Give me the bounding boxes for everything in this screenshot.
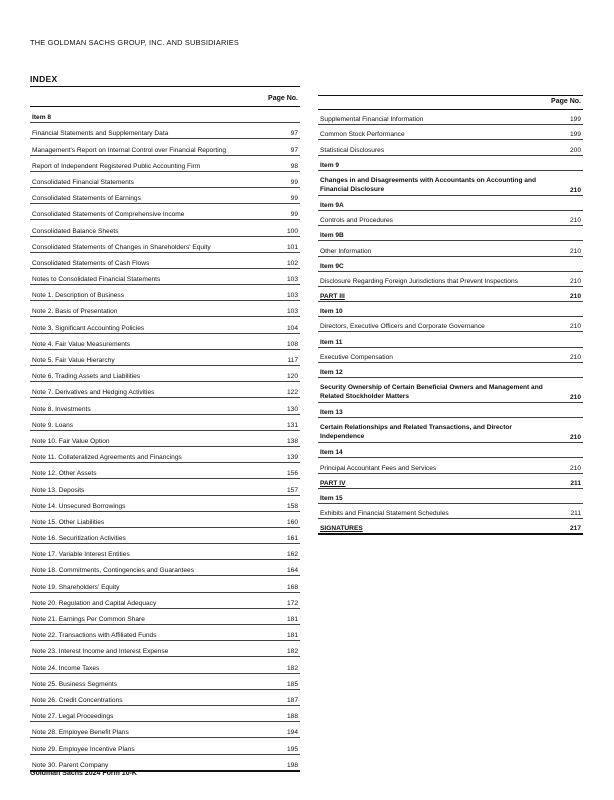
index-row-label: Note 17. Variable Interest Entities <box>32 551 130 559</box>
index-row-page: 210 <box>569 217 581 225</box>
index-row-page: 100 <box>286 227 298 235</box>
index-row-label: Note 14. Unsecured Borrowings <box>32 502 126 510</box>
index-row-page: 211 <box>570 479 581 487</box>
index-row <box>30 382 300 398</box>
index-row-label: Note 22. Transactions with Affiliated Funds <box>32 632 157 640</box>
index-row-label: Note 13. Deposits <box>32 486 85 494</box>
index-row-label: Note 20. Regulation and Capital Adequacy <box>32 599 157 607</box>
index-row-page: 164 <box>286 567 298 575</box>
index-row <box>30 156 300 172</box>
index-row-page: 103 <box>286 276 298 284</box>
index-row-page: 99 <box>290 211 298 219</box>
index-row-page: 120 <box>286 373 298 381</box>
index-row-label: Item 13 <box>320 409 343 417</box>
index-row <box>318 140 583 155</box>
index-row-page: 210 <box>569 434 581 442</box>
index-row <box>30 204 300 220</box>
index-row <box>30 463 300 479</box>
index-row-label: Consolidated Statements of Earnings <box>32 195 141 203</box>
index-row-label: Item 12 <box>320 369 343 376</box>
index-row-label: Consolidated Statements of Comprehensive Income <box>32 211 185 219</box>
index-row <box>30 593 300 609</box>
index-row-label: Consolidated Balance Sheets <box>32 227 119 235</box>
index-row <box>30 641 300 657</box>
index-row-page: 161 <box>286 535 298 543</box>
index-row-label: Item 15 <box>320 494 343 502</box>
index-row-page <box>557 209 583 210</box>
index-row <box>318 504 583 519</box>
index-row <box>30 253 300 269</box>
index-row-page: 195 <box>286 745 298 753</box>
right-rows <box>318 110 583 535</box>
index-row-label: Consolidated Statements of Cash Flows <box>32 259 150 267</box>
index-row-page: 139 <box>286 454 298 462</box>
index-row-page: 157 <box>286 486 298 494</box>
index-row <box>30 220 300 236</box>
index-row-label: Note 3. Significant Accounting Policies <box>32 324 145 332</box>
index-row-label: Note 5. Fair Value Hierarchy <box>32 357 115 364</box>
index-row <box>30 237 300 253</box>
index-row-page: 188 <box>286 713 298 721</box>
page-no-header <box>30 95 300 107</box>
index-row <box>318 226 583 241</box>
index-row-page: 156 <box>286 470 298 478</box>
page-no-label: Page No. <box>551 98 581 105</box>
index-row-page <box>557 346 583 347</box>
index-row-label: Management's Report on Internal Control over Financial Reporting <box>32 146 227 154</box>
index-row-label: Changes in and Disagreements with Accountants on Accounting and Financial Disclosure <box>320 176 537 193</box>
index-row-page: 210 <box>569 394 581 401</box>
index-row <box>318 474 583 489</box>
index-row-label: PART IV <box>320 479 346 487</box>
index-row <box>318 519 583 535</box>
index-row-page: 200 <box>569 146 581 154</box>
index-row-label: Executive Compensation <box>320 353 393 361</box>
index-row-page: 103 <box>286 308 298 316</box>
page-footer: Goldman Sachs 2024 Form 10-K <box>30 770 137 777</box>
index-row-page: 104 <box>286 324 298 332</box>
index-row <box>30 123 300 139</box>
index-row-page: 199 <box>569 131 581 139</box>
index-row-label: Note 9. Loans <box>32 421 74 429</box>
index-row <box>30 447 300 463</box>
index-row <box>30 738 300 754</box>
index-row-page: 99 <box>290 178 298 186</box>
index-row-page: 182 <box>286 648 298 656</box>
index-row-label: Common Stock Performance <box>320 131 405 139</box>
index-row-label: Security Ownership of Certain Beneficial Owners and Management and Related Stockholder Matters <box>320 384 543 400</box>
index-row <box>318 171 583 196</box>
index-row-page: 194 <box>286 729 298 737</box>
index-row-page: 211 <box>570 510 581 518</box>
index-title-rule <box>30 86 300 87</box>
index-row-label: Note 18. Commitments, Contingencies and Guarantees <box>32 567 194 575</box>
index-row <box>318 272 583 287</box>
index-row <box>30 269 300 285</box>
index-row-label: Directors, Executive Officers and Corporate Governance <box>320 323 485 331</box>
index-row-label: Note 15. Other Liabilities <box>32 518 105 526</box>
index-row <box>30 479 300 495</box>
index-row <box>30 722 300 738</box>
index-row-label: Note 19. Shareholders' Equity <box>32 583 120 591</box>
index-row-page: 172 <box>286 599 298 607</box>
index-row-page <box>557 315 583 316</box>
index-row <box>30 366 300 382</box>
index-row <box>318 317 583 332</box>
index-row-label: SIGNATURES <box>320 525 363 533</box>
index-row <box>30 317 300 333</box>
index-row-page: 210 <box>569 186 581 194</box>
index-row <box>318 241 583 256</box>
index-row-label: Note 8. Investments <box>32 405 91 413</box>
index-row-label: Controls and Procedures <box>320 217 393 225</box>
index-row-label: Note 4. Fair Value Measurements <box>32 340 131 348</box>
index-row <box>318 287 583 302</box>
index-row <box>318 196 583 211</box>
index-row-label: Item 11 <box>320 338 343 346</box>
index-row-page <box>557 169 583 170</box>
index-row <box>30 625 300 641</box>
index-row-label: Note 30. Parent Company <box>32 761 109 769</box>
index-row-page <box>557 239 583 240</box>
index-row-label: Note 26. Credit Concentrations <box>32 696 123 704</box>
index-row-page <box>557 456 583 457</box>
index-row-page: 138 <box>286 437 298 445</box>
index-row <box>30 544 300 560</box>
index-row <box>318 443 583 458</box>
index-row-page: 108 <box>286 340 298 348</box>
index-row-page: 210 <box>569 323 581 331</box>
index-row-page: 130 <box>286 405 298 413</box>
index-row <box>318 403 583 418</box>
index-row-page: 210 <box>569 353 581 361</box>
index-row-page: 210 <box>569 277 581 285</box>
index-row-page: 97 <box>290 146 298 154</box>
index-row <box>30 107 300 123</box>
report-header: THE GOLDMAN SACHS GROUP, INC. AND SUBSIDIARIES <box>30 38 240 47</box>
page-no-header <box>318 95 583 110</box>
index-row-label: Note 25. Business Segments <box>32 680 118 688</box>
index-row-page: 210 <box>569 293 581 301</box>
index-row <box>30 528 300 544</box>
index-row <box>30 415 300 431</box>
index-row-page: 168 <box>286 583 298 591</box>
index-row-label: Financial Statements and Supplementary Data <box>32 130 169 138</box>
index-row-page: 103 <box>286 292 298 300</box>
index-row <box>30 398 300 414</box>
index-row-label: Item 9 <box>320 161 340 169</box>
index-row-page <box>557 502 583 503</box>
index-row-page: 117 <box>287 357 298 364</box>
index-row <box>318 332 583 347</box>
index-row-label: Note 16. Securitization Activities <box>32 535 126 543</box>
index-right-column <box>318 95 583 535</box>
index-row <box>30 431 300 447</box>
index-row-page: 158 <box>286 502 298 510</box>
index-row <box>318 110 583 125</box>
index-row-label: Note 21. Earnings Per Common Share <box>32 616 145 623</box>
index-row <box>30 690 300 706</box>
index-row <box>30 706 300 722</box>
index-row <box>30 496 300 512</box>
index-row <box>30 188 300 204</box>
index-row-label: Note 23. Interest Income and Interest Expense <box>32 648 169 656</box>
index-row <box>30 609 300 625</box>
index-row-label: Report of Independent Registered Public Accounting Firm <box>32 162 201 170</box>
index-row-label: Note 29. Employee Incentive Plans <box>32 745 135 753</box>
index-row-label: Item 9A <box>320 201 344 209</box>
index-row-label: Item 9C <box>320 262 344 270</box>
index-row-label: Note 7. Derivatives and Hedging Activities <box>32 389 155 397</box>
index-left-column <box>30 95 300 772</box>
index-row-page <box>274 121 300 122</box>
index-row-label: Principal Accountant Fees and Services <box>320 464 437 472</box>
index-row-page: 122 <box>286 389 298 397</box>
index-row-label: Note 11. Collateralized Agreements and Financings <box>32 454 182 462</box>
index-row <box>30 576 300 592</box>
index-row-page: 131 <box>286 421 298 429</box>
index-row-page: 187 <box>286 696 298 704</box>
index-row-label: Consolidated Financial Statements <box>32 178 134 186</box>
index-row-label: Note 2. Basis of Presentation <box>32 308 118 316</box>
index-row <box>30 301 300 317</box>
index-row-label: Note 6. Trading Assets and Liabilities <box>32 373 141 381</box>
index-row-page: 160 <box>286 518 298 526</box>
index-row-label: Item 10 <box>320 308 343 316</box>
index-row-label: Other Information <box>320 247 372 255</box>
index-row-page <box>557 270 583 271</box>
index-row-label: PART III <box>320 293 345 301</box>
index-row-label: Supplemental Financial Information <box>320 116 424 124</box>
index-row <box>30 334 300 350</box>
index-row-page: 198 <box>286 761 298 769</box>
index-row-page: 210 <box>569 247 581 255</box>
index-row-label: Item 8 <box>32 114 52 122</box>
index-row-page: 162 <box>286 551 298 559</box>
index-row-page: 101 <box>286 243 298 251</box>
index-row <box>30 350 300 366</box>
index-row-page: 181 <box>286 632 298 640</box>
index-row-label: Exhibits and Financial Statement Schedules <box>320 510 449 518</box>
index-title: INDEX <box>30 74 58 84</box>
index-row-page: 182 <box>286 664 298 672</box>
index-row-label: Disclosure Regarding Foreign Jurisdictions that Prevent Inspections <box>320 277 518 285</box>
index-row-page: 181 <box>286 616 298 623</box>
index-row-page <box>557 416 583 417</box>
index-row-page: 199 <box>569 116 581 124</box>
index-row <box>318 363 583 378</box>
index-row <box>318 302 583 317</box>
left-rows <box>30 107 300 772</box>
index-row <box>318 211 583 226</box>
index-row <box>30 560 300 576</box>
index-row-label: Certain Relationships and Related Transactions, and Director Independence <box>320 424 512 441</box>
index-row <box>318 257 583 272</box>
index-row-label: Note 27. Legal Proceedings <box>32 713 114 721</box>
index-row-page: 210 <box>569 464 581 472</box>
index-row <box>318 378 583 403</box>
index-row-page: 102 <box>286 259 298 267</box>
index-row <box>318 348 583 363</box>
index-row-label: Note 28. Employee Benefit Plans <box>32 729 129 737</box>
index-row-label: Note 24. Income Taxes <box>32 664 100 672</box>
index-row-label: Statistical Disclosures <box>320 146 385 154</box>
index-row-label: Note 10. Fair Value Option <box>32 437 110 445</box>
index-row <box>30 172 300 188</box>
index-row-page: 99 <box>290 195 298 203</box>
index-row <box>30 674 300 690</box>
index-row-page: 97 <box>290 130 298 138</box>
index-row-label: Notes to Consolidated Financial Statements <box>32 276 161 284</box>
index-row-page: 185 <box>286 680 298 688</box>
index-row <box>30 285 300 301</box>
index-row-label: Item 14 <box>320 449 343 457</box>
index-row <box>318 125 583 140</box>
index-row <box>318 458 583 473</box>
index-row-label: Item 9B <box>320 232 344 240</box>
index-row <box>318 156 583 171</box>
index-row-label: Consolidated Statements of Changes in Shareholders' Equity <box>32 243 211 251</box>
index-row <box>30 657 300 673</box>
index-row <box>318 418 583 443</box>
index-row-page <box>557 376 583 377</box>
index-row <box>318 489 583 504</box>
page-no-label: Page No. <box>268 95 298 102</box>
index-row-label: Note 1. Description of Business <box>32 292 124 300</box>
index-row <box>30 139 300 155</box>
index-row <box>30 512 300 528</box>
index-row-page: 98 <box>290 162 298 170</box>
index-row-page: 217 <box>569 525 581 533</box>
index-row-label: Note 12. Other Assets <box>32 470 97 478</box>
